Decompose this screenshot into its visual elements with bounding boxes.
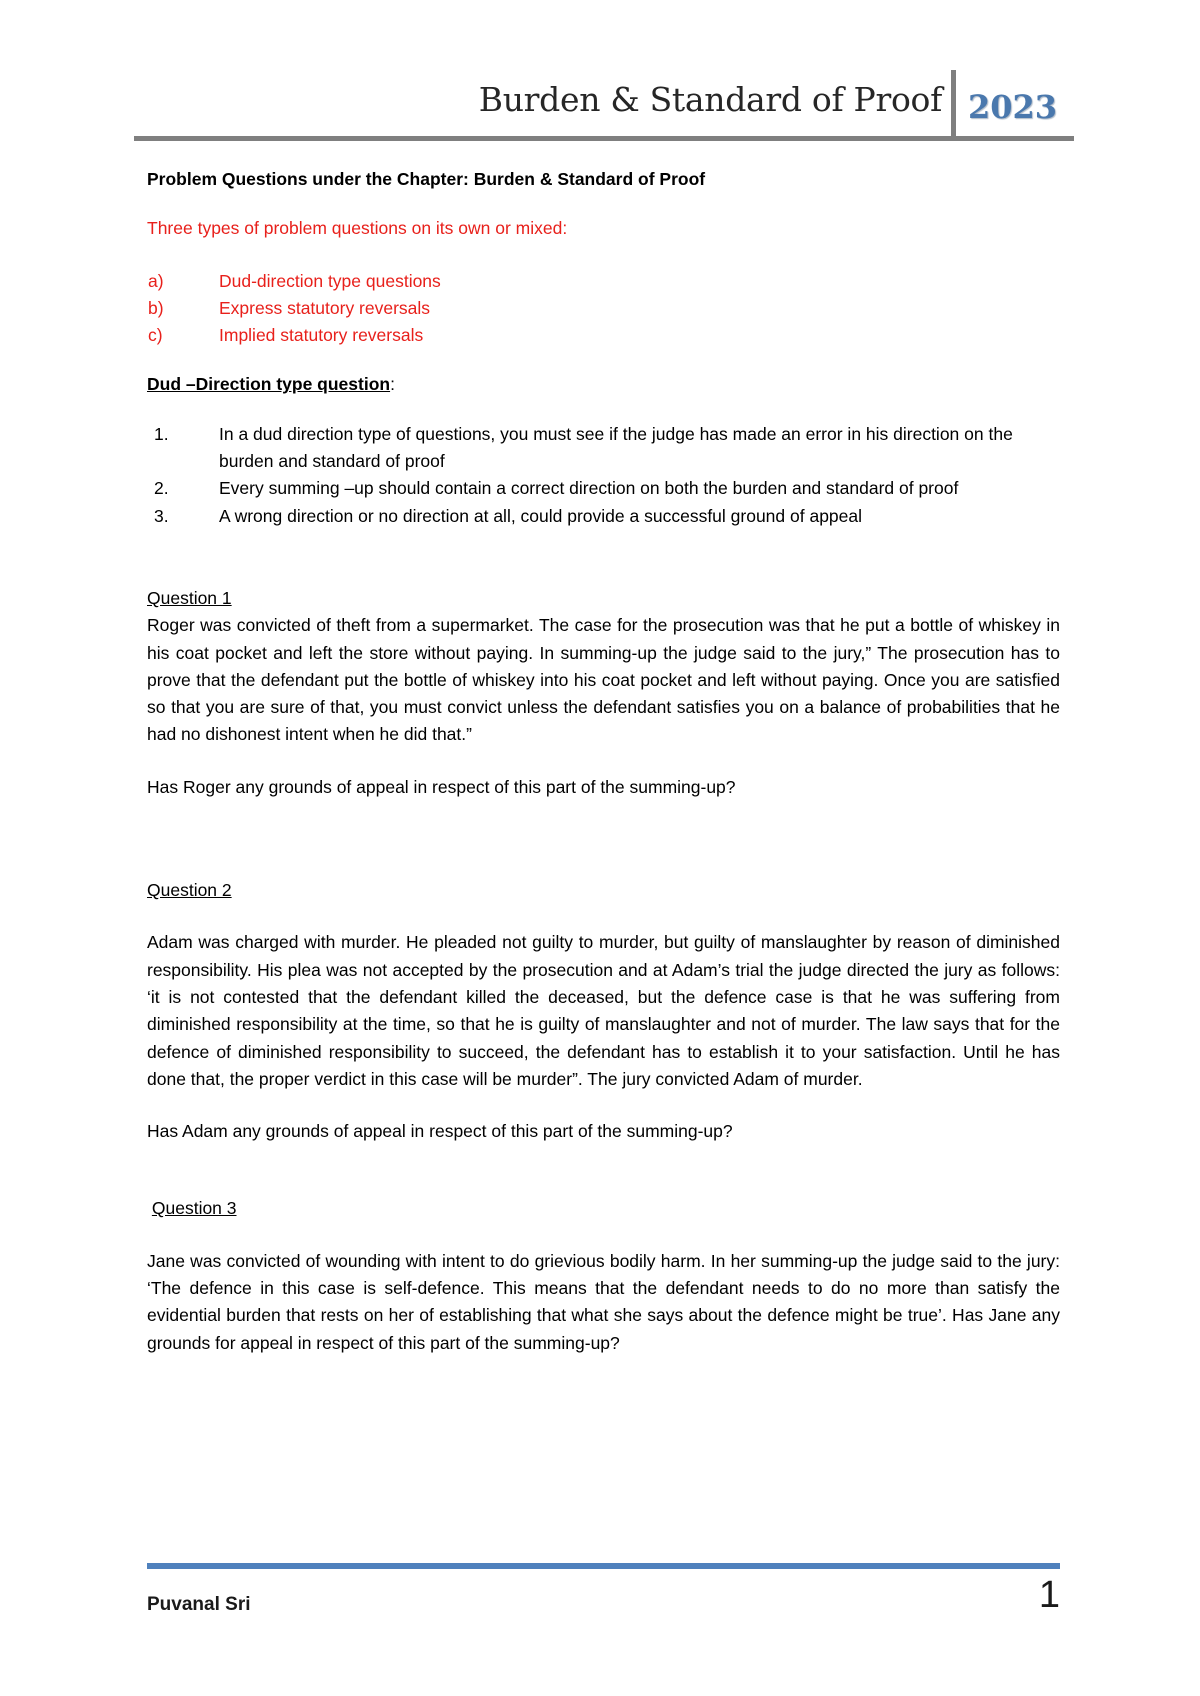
question-2-body: Adam was charged with murder. He pleaded not guilty to murder, but guilty of manslaughter by reason of diminished responsibility. His plea was not accepted by the prosecution and at Adam’s trial the judge directed the jury as follows: ‘it is not contested that the defendant killed the deceased, but the defence case is that he was suffering from diminished responsibility at the time, so that he is guilty of manslaughter and not of murder. The law says that for the defence of diminished responsibility to succeed, the defendant has to establish it to your satisfaction. Until he has done that, the proper verdict in this case will be murder”. The jury convicted Adam of murder. <box>147 932 1060 1089</box>
list-text: Dud-direction type questions <box>219 270 441 291</box>
list-item <box>147 295 1060 322</box>
dud-heading: Dud –Direction type question: <box>147 374 395 395</box>
question-1-title: Question 1 <box>147 587 232 608</box>
list-label: a) <box>148 270 164 291</box>
list-item <box>147 322 1060 349</box>
list-label: c) <box>148 325 163 346</box>
header-rule <box>134 136 1074 141</box>
list-item <box>147 503 1060 530</box>
header-title: Burden & Standard of Proof <box>478 80 942 119</box>
question-3-body: Jane was convicted of wounding with intent to do grievious bodily harm. In her summing-up the judge said to the jury: ‘The defence in this case is self-defence. This means that the defendant needs to do no more than satisfy the evidential burden that rests on her of establishing that what she says about the defence might be true’. Has Jane any grounds for appeal in respect of this part of the summing-up? <box>147 1250 1060 1353</box>
footer-author: Puvanal Sri <box>147 1594 251 1615</box>
list-text: Every summing –up should contain a correct direction on both the burden and standard of proof <box>219 478 959 499</box>
types-intro: Three types of problem questions on its own or mixed: <box>147 218 568 239</box>
list-number: 3. <box>154 505 169 526</box>
question-2-prompt: Has Adam any grounds of appeal in respect of this part of the summing-up? <box>147 1121 733 1142</box>
question-1-body: Roger was convicted of theft from a supermarket. The case for the prosecution was that he put a bottle of whiskey in his coat pocket and left the store without paying. In summing-up the judge said to the jury,” The prosecution has to prove that the defendant put the bottle of whiskey into his coat pocket and left without paying. Once you are satisfied so that you are sure of that, you must convict unless the defendant satisfies you on a balance of probabilities that he had no dishonest intent when he did that.” <box>147 615 1060 745</box>
footer-rule <box>147 1563 1060 1569</box>
question-3-title: Question 3 <box>151 1198 237 1219</box>
list-number: 1. <box>154 423 169 444</box>
page-heading: Problem Questions under the Chapter: Burden & Standard of Proof <box>147 169 706 189</box>
list-text: In a dud direction type of questions, you must see if the judge has made an error in his direction on the burden and standard of proof <box>219 423 1013 472</box>
header-divider <box>951 70 956 136</box>
list-text: Implied statutory reversals <box>219 325 424 346</box>
types-list <box>147 268 1060 350</box>
page-number: 1 <box>1038 1574 1060 1616</box>
page-content <box>147 166 1060 1357</box>
question-1-prompt: Has Roger any grounds of appeal in respect of this part of the summing-up? <box>147 776 736 797</box>
header-year: 2023 <box>968 88 1058 126</box>
list-item <box>147 268 1060 295</box>
list-text: A wrong direction or no direction at all, could provide a successful ground of appeal <box>219 505 863 526</box>
question-2-title: Question 2 <box>147 880 232 901</box>
list-text: Express statutory reversals <box>219 297 431 318</box>
list-number: 2. <box>154 478 169 499</box>
list-label: b) <box>148 297 164 318</box>
list-item <box>147 475 1060 502</box>
dud-points <box>147 421 1060 530</box>
list-item <box>147 421 1060 476</box>
